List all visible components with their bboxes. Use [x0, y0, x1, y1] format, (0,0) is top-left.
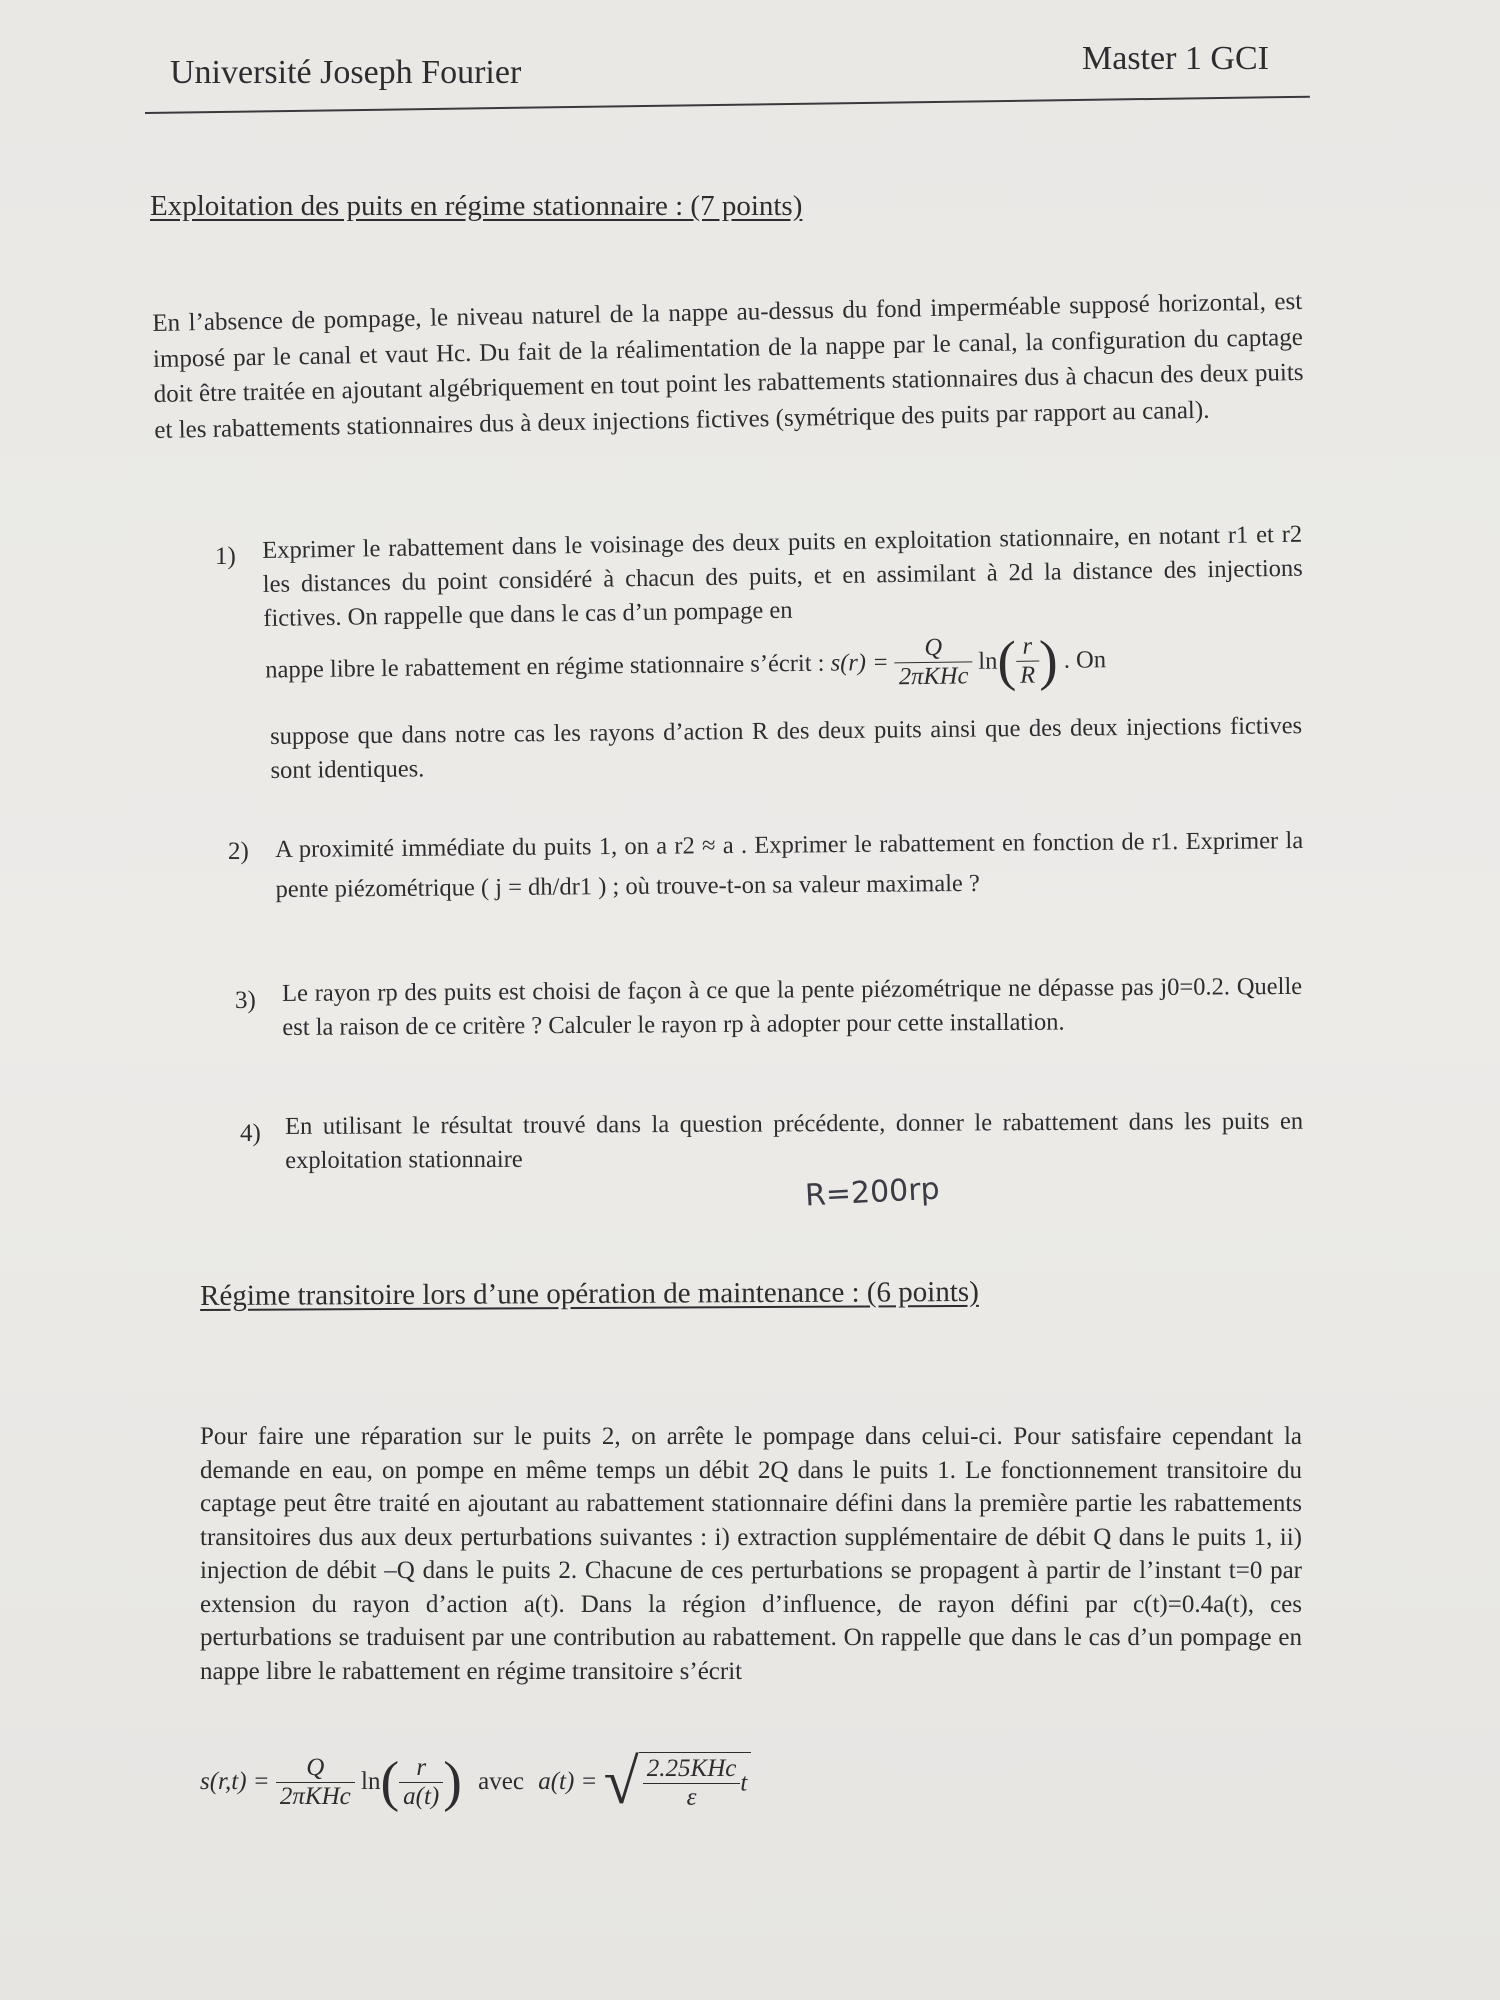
section1-title: Exploitation des puits en régime stationnaire : (7 points) — [150, 190, 803, 222]
question-1-formula-line — [265, 629, 1306, 699]
stationary-formula-inner-fraction — [1016, 633, 1040, 690]
question-3-number: 3) — [235, 987, 256, 1014]
stationary-formula-inner-denominator: R — [1020, 661, 1036, 689]
sqrt-numerator: 2.25KHc — [643, 1755, 741, 1784]
question-4-number: 4) — [240, 1120, 261, 1147]
question-3-text: Le rayon rp des puits est choisi de façon à ce que la pente piézométrique ne dépasse pas j0=0.2. Quelle est la raison de ce critère ? Calculer le rayon rp à adopter pour cette installation. — [282, 972, 1303, 1041]
question-4-text: En utilisant le résultat trouvé dans la question précédente, donner le rabattement dans les puits en exploitation stationnaire — [285, 1107, 1304, 1174]
question-2-text: A proximité immédiate du puits 1, on a r2 ≈ a . Exprimer le rabattement en fonction de r1. Exprimer la pente piézométrique ( j = dh/dr1 ) ; où trouve-t-on sa valeur maximale ? — [275, 827, 1304, 903]
transient-formula-inner-numerator: r — [399, 1754, 443, 1783]
radius-formula-lhs: a(t) = — [538, 1768, 598, 1795]
section2-title: Régime transitoire lors d’une opération de maintenance : (6 points) — [200, 1275, 979, 1312]
sqrt-t: t — [740, 1769, 748, 1797]
question-1-text: Exprimer le rabattement dans le voisinage des deux puits en exploitation stationnaire, en notant r1 et r2 les distances du point considéré à chacun des puits, et en assimilant à 2d la distance des injections fictives. On rappelle que dans le cas d’un pompage en — [262, 520, 1303, 632]
paren-right: ) — [443, 1751, 462, 1813]
stationary-formula-numerator: Q — [894, 633, 972, 663]
paren-left: ( — [997, 630, 1017, 693]
sqrt-body — [639, 1752, 752, 1812]
paren-left: ( — [380, 1751, 400, 1813]
sqrt-sign: √ — [603, 1746, 639, 1817]
section1-intro: En l’absence de pompage, le niveau naturel de la nappe au-dessus du fond imperméable supposé horizontal, est imposé par le canal et vaut Hc. Du fait de la réalimentation de la nappe par le canal, la configuration du captage doit être traitée en ajoutant algébriquement en tout point les rabattements stationnaires dus à chacun des deux puits et les rabattements stationnaires dus à deux injections fictives (symétrique des puits par rapport au canal). — [152, 287, 1304, 444]
handwritten-note: R=200rp — [804, 1171, 941, 1214]
section2-paragraph: Pour faire une réparation sur le puits 2, on arrête le pompage dans celui-ci. Pour satisfaire cependant la demande en eau, on pompe en même temps un débit 2Q dans le puits 1. Le fonctionnement transitoire du captage peut être traité en ajoutant au rabattement stationnaire défini dans la première partie les rabattements transitoires dus aux deux perturbations suivantes : i) extraction supplémentaire de débit Q dans le puits 1, ii) injection de débit –Q dans le puits 2. Chacune de ces perturbations se propagent à partir de l’instant t=0 par extension du rayon d’action a(t). Dans la région d’influence, de rayon défini par c(t)=0.4a(t), ces perturbations se traduisent par une contribution au rabattement. On rappelle que dans le cas d’un pompage en nappe libre le rabattement en régime transitoire s’écrit — [200, 1423, 1302, 1685]
question-1-formula-tail: . On — [1063, 646, 1107, 674]
stationary-formula-ln: ln — [978, 647, 998, 675]
transient-formula-avec: avec — [478, 1768, 524, 1795]
sqrt-denominator: ε — [686, 1784, 697, 1811]
header-rule — [145, 96, 1310, 114]
stationary-formula-lhs: s(r) = — [830, 648, 889, 677]
question-1-formula-intro: nappe libre le rabattement en régime stationnaire s’écrit : — [265, 649, 825, 684]
transient-formula-fraction — [276, 1754, 355, 1811]
sqrt-fraction — [643, 1755, 741, 1812]
question-1-number: 1) — [215, 543, 236, 570]
paren-right: ) — [1038, 629, 1059, 693]
question-2-number: 2) — [228, 838, 249, 865]
program-name: Master 1 GCI — [1082, 40, 1269, 77]
transient-formula-inner-denominator: a(t) — [403, 1782, 440, 1810]
stationary-formula-fraction — [894, 633, 972, 691]
transient-formula-denominator: 2πKHc — [279, 1782, 351, 1810]
transient-formula-line — [200, 1745, 751, 1819]
transient-formula-lhs: s(r,t) = — [200, 1768, 270, 1795]
transient-formula-inner-fraction — [399, 1754, 443, 1811]
transient-formula-numerator: Q — [276, 1754, 355, 1783]
question-1-continuation: suppose que dans notre cas les rayons d’action R des deux puits ainsi que des deux injections fictives sont identiques. — [270, 712, 1303, 784]
transient-formula-ln: ln — [361, 1768, 381, 1795]
university-name: Université Joseph Fourier — [170, 54, 522, 91]
stationary-formula-denominator: 2πKHc — [898, 662, 969, 691]
stationary-formula-inner-numerator: r — [1016, 633, 1039, 662]
